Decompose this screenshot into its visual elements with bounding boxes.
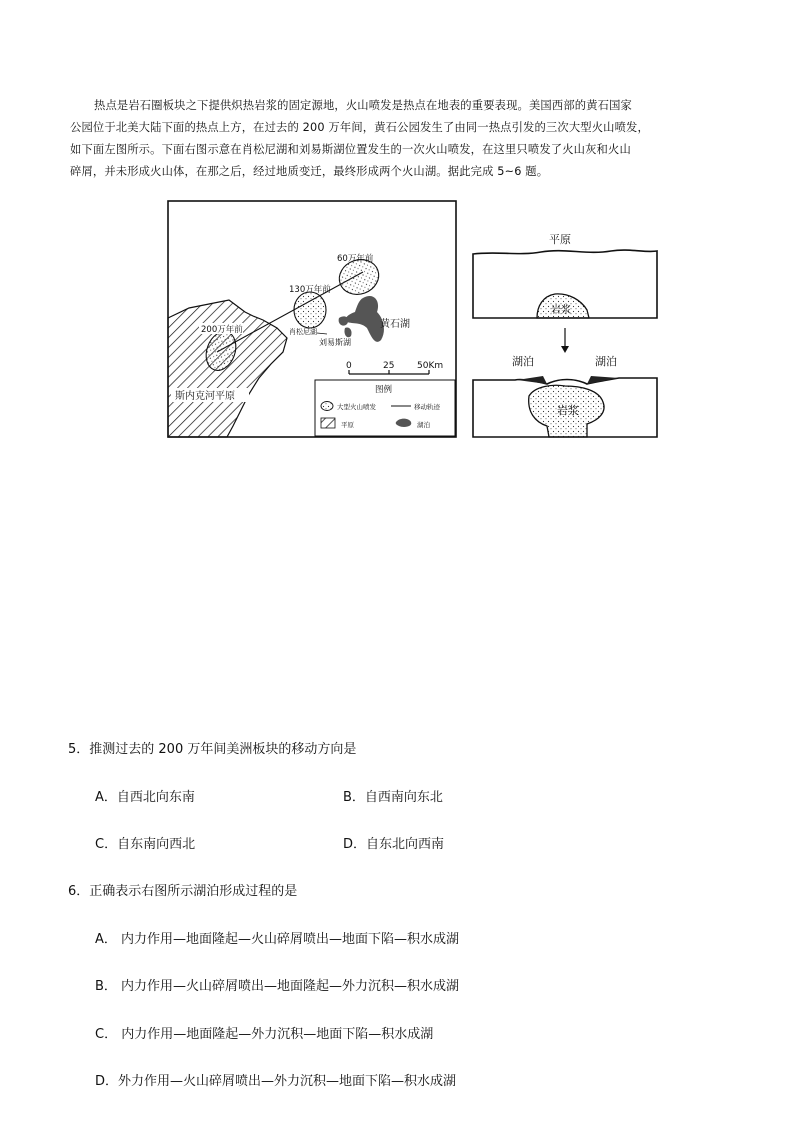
question-6: 6．正确表示右图所示湖泊形成过程的是	[68, 884, 298, 899]
scale-50: 50Km	[417, 361, 444, 371]
intro-line: 如下面左图所示。下面右图示意在肖松尼湖和刘易斯湖位置发生的一次火山喷发，在这里只喷发了火山灰和火山	[70, 143, 631, 156]
section-lake-right: 湖泊	[595, 355, 617, 368]
q5-option-d[interactable]: D．自东北向西南	[343, 837, 445, 852]
intro-paragraph	[70, 95, 742, 183]
figure	[167, 200, 659, 440]
intro-line: 热点是岩石圈板块之下提供炽热岩浆的固定源地，火山喷发是热点在地表的重要表现。美国西部的黄石国家	[94, 99, 633, 112]
eruption-60-label: 60万年前	[337, 254, 374, 264]
legend-plain: 平原	[341, 421, 354, 429]
legend-title: 图例	[375, 385, 393, 395]
legend-track: 移动轨迹	[414, 403, 440, 411]
question-5: 5．推测过去的 200 万年间美洲板块的移动方向是	[68, 742, 357, 757]
scale-25: 25	[383, 361, 395, 371]
yellowstone-label: 黄石湖	[380, 319, 410, 330]
legend-plain-swatch	[321, 418, 335, 428]
eruption-200-label: 200万年前	[201, 325, 243, 335]
legend-eruption: 大型火山喷发	[337, 403, 376, 411]
q6-option-b[interactable]: B． 内力作用—火山碎屑喷出—地面隆起—外力沉积—积水成湖	[95, 979, 460, 994]
section-before	[473, 233, 657, 318]
scale-0: 0	[346, 361, 352, 371]
legend	[315, 380, 455, 436]
section-lake-left: 湖泊	[512, 355, 534, 368]
eruption-130-label: 130万年前	[289, 285, 331, 295]
legend-eruption-swatch	[321, 402, 333, 411]
q6-option-d[interactable]: D．外力作用—火山碎屑喷出—外力沉积—地面下陷—积水成湖	[95, 1074, 457, 1089]
section-magma-label: 岩浆	[551, 305, 571, 316]
process-arrow	[561, 328, 569, 353]
q6-option-a[interactable]: A． 内力作用—地面隆起—火山碎屑喷出—地面下陷—积水成湖	[95, 932, 460, 947]
eruption-130	[294, 292, 326, 328]
section-plain-label: 平原	[549, 233, 571, 246]
lewis-label: 刘易斯湖	[319, 338, 351, 347]
intro-line: 碎屑，并未形成火山体，在那之后，经过地质变迁，最终形成两个火山湖。据此完成 5~6 题。	[70, 165, 549, 178]
figure-svg	[167, 200, 659, 440]
intro-line: 公园位于北美大陆下面的热点上方，在过去的 200 万年间，黄石公园发生了由同一热点引发的三次大型火山喷发，	[70, 121, 649, 134]
q5-option-a[interactable]: A．自西北向东南	[95, 790, 195, 805]
shoshone-label: 肖松尼湖	[289, 328, 317, 336]
section-magma-label-2: 岩浆	[557, 404, 579, 417]
q6-option-c[interactable]: C． 内力作用—地面隆起—外力沉积—地面下陷—积水成湖	[95, 1027, 434, 1042]
map-panel	[168, 201, 456, 437]
legend-lake: 湖泊	[417, 421, 430, 429]
q5-option-b[interactable]: B．自西南向东北	[343, 790, 443, 805]
plain-label: 斯内克河平原	[175, 391, 235, 402]
section-after	[473, 354, 657, 437]
q5-option-c[interactable]: C．自东南向西北	[95, 837, 196, 852]
